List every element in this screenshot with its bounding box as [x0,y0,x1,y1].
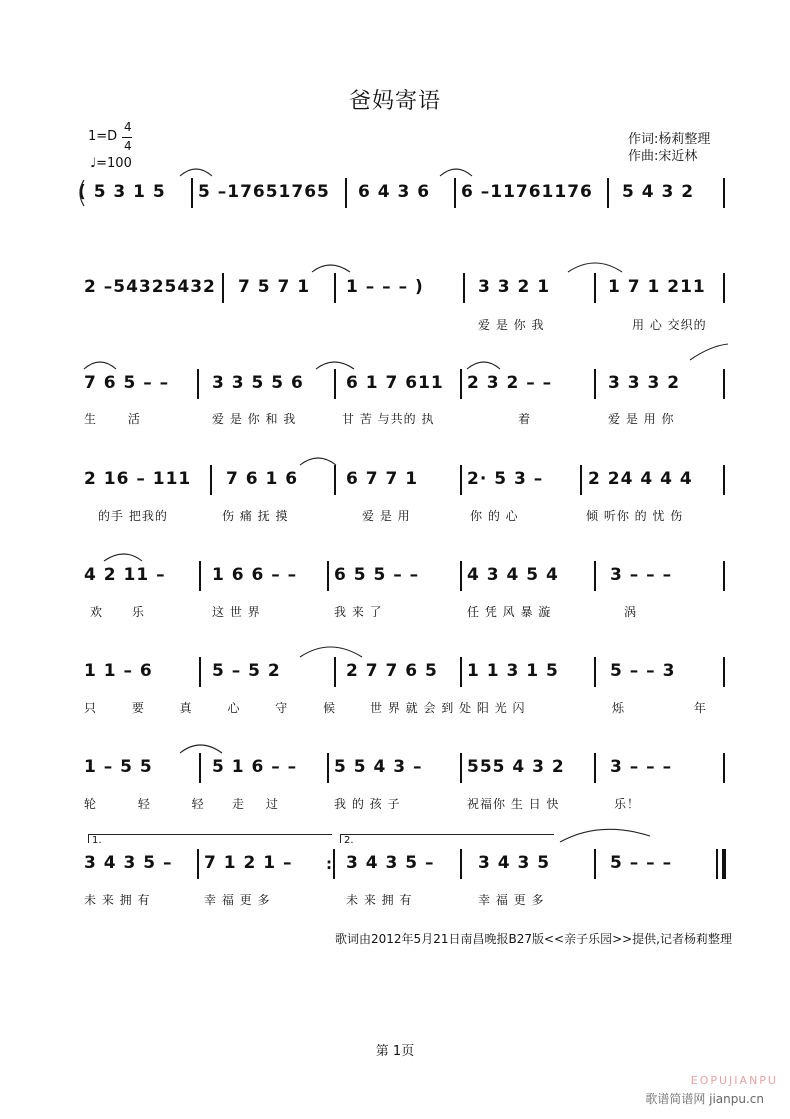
lyric-line: 我 来 了 [334,605,383,619]
lyricist-credit: 作词:杨莉整理 [628,132,711,147]
lyric-line: 烁 年 [612,701,707,715]
lyric-line: 我 的 孩 子 [334,797,401,811]
measure: ( 5 3 1 5 [78,182,166,202]
measure: 3 3 3 2 [608,373,681,393]
lyric-line: 世 界 就 会 到 处 阳 光 闪 [370,701,526,715]
measure: 5 – – – [610,853,673,873]
measure: 6 1 7 611 [346,373,444,393]
lyric-line: 你 的 心 [470,509,519,523]
measure: 2 3 2 – – [467,373,553,393]
measure: 4 3 4 5 4 [467,565,559,585]
measure: 7 1 2 1 – [204,853,293,873]
slur [690,344,728,360]
measure: 1 1 – 6 [84,661,153,681]
volta-bracket-2: 2. [340,834,554,843]
lyric-line: 轮 轻 轻 [84,797,205,811]
measure: 3 4 3 5 [478,853,551,873]
measure: 2 7 7 6 5 [346,661,438,681]
measure: 5 1 6 – – [212,757,298,777]
measure: 1 – – – ) [346,277,424,297]
lyric-line: 乐！ [614,797,641,811]
slur [568,263,622,272]
lyric-line: 用 心 交织的 [632,318,707,332]
volta-bracket-1: 1. [88,834,332,843]
page-number: 第 1页 [375,1044,415,1059]
slur [312,265,350,272]
measure: 3 – – – [610,757,673,777]
slur [300,647,362,657]
lyric-line: 爱 是 你 我 [478,318,545,332]
measure: 5 5 4 3 – [334,757,423,777]
measure: 6 4 3 6 [358,182,431,202]
lyric-line: 甘 苦 与共的 执 [342,412,435,426]
measure: 4 2 11 – [84,565,166,585]
lyric-line: 欢 乐 [90,605,145,619]
lyric-line: 幸 福 更 多 [478,893,545,907]
measure: 3 3 2 1 [478,277,551,297]
source-note: 歌词由2012年5月21日南昌晚报B27版<<亲子乐园>>提供,记者杨莉整理 [335,932,732,946]
lyric-line: 的手 把我的 [98,509,168,523]
lyric-line: 爱 是 用 你 [608,412,675,426]
lyric-line: 只 要 真 心 守 候 [84,701,337,715]
measure: 1 6 6 – – [212,565,298,585]
repeat-sign: : [326,855,332,873]
watermark-logo: EOPUJIANPU [690,1074,778,1087]
tempo-marking: ♩=100 [90,156,132,171]
slur [84,362,116,369]
measure: 5 – – 3 [610,661,676,681]
watermark: 歌谱简谱网 jianpu.cn [645,1092,764,1106]
lyric-line: 未 来 拥 有 [346,893,413,907]
slur [467,362,500,369]
measure: 3 4 3 5 – [346,853,435,873]
lyric-line: 着 [518,412,532,426]
measure: 5 – 5 2 [212,661,281,681]
measure: 6 –11761176 [461,182,593,202]
measure: 7 6 1 6 [226,469,299,489]
lyric-line: 爱 是 你 和 我 [212,412,297,426]
measure: 3 – – – [610,565,673,585]
measure: 1 – 5 5 [84,757,153,777]
lyric-line: 伤 痛 抚 摸 [222,509,289,523]
slur [180,169,212,176]
lyric-line: 未 来 拥 有 [84,893,151,907]
slur [440,169,472,176]
song-title: 爸妈寄语 [348,89,441,114]
measure: 3 4 3 5 – [84,853,173,873]
lyric-line: 祝福你 生 日 快 [467,797,560,811]
measure: 6 7 7 1 [346,469,419,489]
slur [560,829,650,842]
lyric-line: 涡 [624,605,638,619]
composer-credit: 作曲:宋近林 [628,149,698,164]
time-signature-bottom: 4 [124,139,132,153]
measure: 2· 5 3 – [467,469,544,489]
measure: 7 6 5 – – [84,373,170,393]
opening-parenthesis [80,180,84,206]
time-signature-top: 4 [124,120,132,134]
slur [300,458,336,465]
lyric-line: 幸 福 更 多 [204,893,271,907]
lyric-line: 生 活 [84,412,141,426]
slur [104,554,142,561]
measure: 1 7 1 211 [608,277,706,297]
measure: 2 24 4 4 4 [588,469,693,489]
slur [316,362,354,369]
measure: 5 4 3 2 [622,182,695,202]
lyric-line: 任 凭 风 暴 漩 [467,605,552,619]
slur [180,745,222,753]
lyric-line: 这 世 界 [212,605,261,619]
measure: 2 –54325432 [84,277,216,297]
measure: 3 3 5 5 6 [212,373,304,393]
measure: 5 –17651765 [198,182,330,202]
measure: 555 4 3 2 [467,757,565,777]
measure: 2 16 – 111 [84,469,192,489]
measure: 1 1 3 1 5 [467,661,559,681]
lyric-line: 爱 是 用 [362,509,411,523]
measure: 7 5 7 1 [238,277,311,297]
key-signature: 1=D [88,129,118,144]
lyric-line: 走 过 [232,797,279,811]
measure: 6 5 5 – – [334,565,420,585]
lyric-line: 倾 听你 的 忧 伤 [586,509,684,523]
